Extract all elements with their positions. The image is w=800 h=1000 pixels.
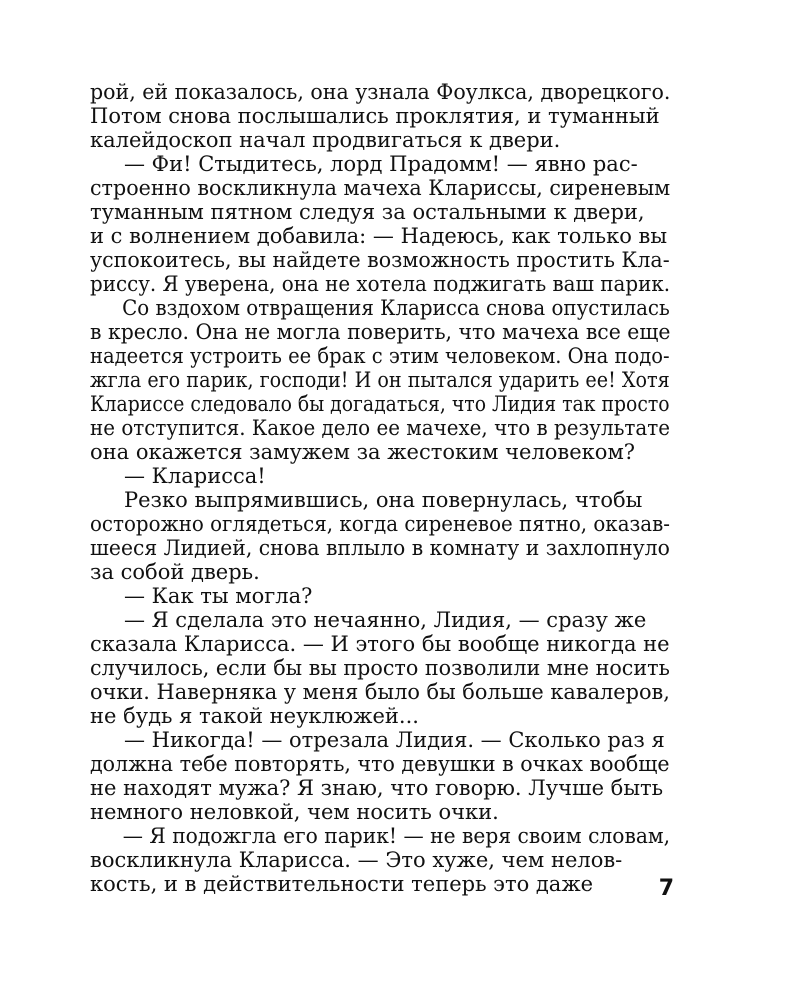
text-line: шееся Лидией, снова вплыло в комнату и захлопнуло (90, 536, 670, 560)
text-line: — Фи! Стыдитесь, лорд Прадомм! — явно рас- (124, 152, 638, 176)
text-line: рой, ей показалось, она узнала Фоулкса, дворецкого. (90, 80, 671, 104)
text-line: риссу. Я уверена, она не хотела поджигать ваш парик. (90, 272, 671, 296)
text-line: за собой дверь. (90, 560, 260, 584)
text-line: калейдоскоп начал продвигаться к двери. (90, 128, 561, 152)
text-line: и с волнением добавила: — Надеюсь, как только вы (90, 224, 668, 248)
text-line: жгла его парик, господи! И он пытался ударить ее! Хотя (90, 368, 670, 392)
text-line: — Я сделала это нечаянно, Лидия, — сразу же (124, 608, 647, 632)
text-line: случилось, если бы вы просто позволили мне носить (90, 656, 670, 680)
text-line: не отступится. Какое дело ее мачехе, что в результате (90, 416, 671, 440)
text-line: не будь я такой неуклюжей... (90, 704, 419, 728)
text-line: — Никогда! — отрезала Лидия. — Сколько раз я (124, 728, 665, 752)
text-line: — Кларисса! (124, 464, 266, 488)
text-line: немного неловкой, чем носить очки. (90, 800, 499, 824)
text-line: кость, и в действительности теперь это даже (90, 872, 594, 896)
text-line: строенно воскликнула мачеха Клариссы, сиреневым (90, 176, 671, 200)
text-line: очки. Наверняка у меня было бы больше кавалеров, (90, 680, 670, 704)
text-line: сказала Кларисса. — И этого бы вообще никогда не (90, 632, 670, 656)
text-line: — Я подожгла его парик! — не веря своим словам, (122, 824, 671, 848)
text-line: осторожно оглядеться, когда сиреневое пятно, оказав- (90, 512, 670, 536)
page-number: 7 (658, 876, 674, 901)
text-line: успокоитесь, вы найдете возможность простить Кла- (90, 248, 670, 272)
text-line: Резко выпрямившись, она повернулась, чтобы (124, 488, 643, 512)
text-line: Со вздохом отвращения Кларисса снова опустилась (122, 296, 670, 320)
text-line: Клариссе следовало бы догадаться, что Лидия так просто (90, 392, 670, 416)
text-line: в кресло. Она не могла поверить, что мачеха все еще (90, 320, 671, 344)
text-line: — Как ты могла? (124, 584, 313, 608)
text-line: не находят мужа? Я знаю, что говорю. Лучше быть (90, 776, 664, 800)
text-line: она окажется замужем за жестоким человеком? (90, 440, 636, 464)
text-line: должна тебе повторять, что девушки в очках вообще (90, 752, 670, 776)
text-line: Потом снова послышались проклятия, и туманный (90, 104, 660, 128)
text-line: туманным пятном следуя за остальными к двери, (90, 200, 645, 224)
text-line: воскликнула Кларисса. — Это хуже, чем нелов- (90, 848, 623, 872)
text-line: надеется устроить ее брак с этим человеком. Она подо- (90, 344, 670, 368)
